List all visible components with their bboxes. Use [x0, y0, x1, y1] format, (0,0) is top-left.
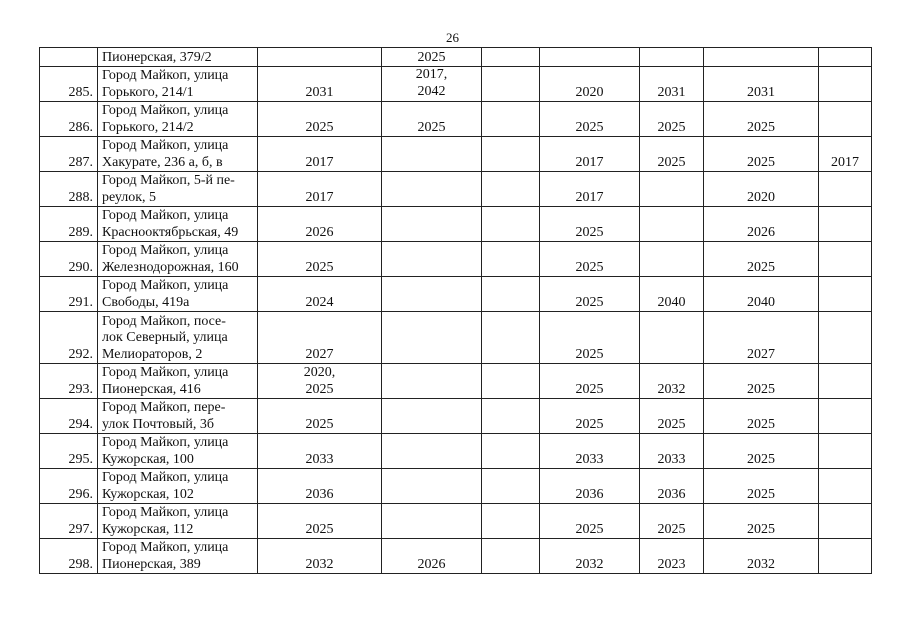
address-line: лок Северный, улица [102, 330, 228, 345]
year-cell [382, 399, 482, 434]
year-cell [382, 434, 482, 469]
empty-cell [482, 67, 540, 102]
row-number-cell: 289. [40, 207, 98, 242]
year-cell [382, 102, 482, 137]
address-line: Кужорская, 100 [102, 451, 194, 467]
year-line: 2026 [417, 556, 446, 572]
empty-cell [482, 504, 540, 539]
year-cell: 2025 [258, 102, 382, 137]
address-cell [98, 504, 258, 539]
address-line: Город Майкоп, улица [102, 435, 229, 450]
year-cell: 2036 [540, 469, 640, 504]
address-cell [98, 469, 258, 504]
year-cell: 2025 [258, 504, 382, 539]
address-cell [98, 312, 258, 364]
row-number-cell: 297. [40, 504, 98, 539]
year-cell [819, 399, 872, 434]
continuation-row [40, 48, 872, 67]
year-cell: 2032 [258, 539, 382, 574]
address-line: Город Майкоп, улица [102, 365, 229, 380]
address-line: Свободы, 419а [102, 294, 190, 310]
year-cell: 2033 [258, 434, 382, 469]
year-cell: 2027 [704, 312, 819, 364]
year-cell [382, 207, 482, 242]
address-line: Город Майкоп, пере- [102, 400, 226, 415]
year-cell: 2017 [258, 137, 382, 172]
year-cell: 2025 [258, 399, 382, 434]
page-number: 26 [446, 30, 459, 45]
address-line: Хакурате, 236 а, б, в [102, 154, 223, 170]
year-cell [640, 207, 704, 242]
address-line: Город Майкоп, улица [102, 138, 229, 153]
table-row [40, 539, 872, 574]
year-cell [819, 242, 872, 277]
empty-cell [482, 312, 540, 364]
empty-cell [482, 364, 540, 399]
year-cell: 2020 [540, 67, 640, 102]
empty-cell [482, 399, 540, 434]
year-cell: 2025 [540, 102, 640, 137]
year-cell [819, 102, 872, 137]
year-cell: 2032 [704, 539, 819, 574]
empty-cell [482, 469, 540, 504]
year-cell: 2040 [640, 277, 704, 312]
address-cell [98, 539, 258, 574]
year-cell: 2025 [704, 469, 819, 504]
address-line: Мелиораторов, 2 [102, 346, 203, 362]
address-line: Город Майкоп, посе- [102, 313, 226, 329]
year-cell: 2031 [704, 67, 819, 102]
year-cell: 2032 [640, 364, 704, 399]
year-cell [819, 207, 872, 242]
year-cell: 2025 [704, 137, 819, 172]
row-number-cell: 296. [40, 469, 98, 504]
table-row [40, 137, 872, 172]
address-line: Город Майкоп, улица [102, 540, 229, 555]
year-cell [819, 504, 872, 539]
empty-cell [482, 172, 540, 207]
year-cell [704, 48, 819, 67]
address-line: Пионерская, 389 [102, 556, 201, 572]
empty-cell [482, 434, 540, 469]
year-cell: 2017 [540, 137, 640, 172]
year-cell: 2025 [640, 399, 704, 434]
row-number-cell: 291. [40, 277, 98, 312]
year-cell: 2017 [819, 137, 872, 172]
year-cell [382, 137, 482, 172]
year-cell: 2025 [540, 312, 640, 364]
year-cell: 2020, 2025 [258, 364, 382, 399]
year-cell: 2025 [704, 102, 819, 137]
year-cell [819, 48, 872, 67]
year-cell: 2024 [258, 277, 382, 312]
year-cell [382, 242, 482, 277]
empty-cell [482, 207, 540, 242]
address-cell [98, 67, 258, 102]
row-number-cell: 290. [40, 242, 98, 277]
year-cell: 2025 [640, 504, 704, 539]
year-cell [640, 312, 704, 364]
year-cell [640, 242, 704, 277]
year-cell: 2040 [704, 277, 819, 312]
year-cell [382, 539, 482, 574]
year-cell [819, 67, 872, 102]
year-cell: 2025 [540, 504, 640, 539]
table-row [40, 207, 872, 242]
row-number-cell: 287. [40, 137, 98, 172]
table-row [40, 242, 872, 277]
table-row [40, 102, 872, 137]
empty-cell [482, 277, 540, 312]
table-row [40, 504, 872, 539]
empty-cell [482, 137, 540, 172]
year-cell: 2025 [704, 504, 819, 539]
year-cell: 2017 [540, 172, 640, 207]
address-line: Город Майкоп, улица [102, 68, 229, 83]
empty-cell [482, 102, 540, 137]
year-cell [819, 434, 872, 469]
address-line: улок Почтовый, 3б [102, 416, 215, 432]
year-cell: 2026 [258, 207, 382, 242]
year-cell: 2017 [258, 172, 382, 207]
year-cell: 2031 [640, 67, 704, 102]
year-cell: 2025 [704, 434, 819, 469]
address-line: Краснооктябрьская, 49 [102, 224, 239, 240]
year-cell [540, 48, 640, 67]
table-row [40, 277, 872, 312]
year-cell: 2025 [640, 137, 704, 172]
year-cell: 2036 [640, 469, 704, 504]
year-cell: 2033 [540, 434, 640, 469]
address-cell [98, 434, 258, 469]
table-row [40, 434, 872, 469]
year-cell: 2025 [540, 277, 640, 312]
table-row [40, 364, 872, 399]
table-row [40, 312, 872, 364]
year-cell: 2032 [540, 539, 640, 574]
row-number-cell: 292. [40, 312, 98, 364]
year-cell: 2036 [258, 469, 382, 504]
year-cell: 2025 [540, 399, 640, 434]
year-line: 2025 [417, 119, 446, 135]
address-line: Пионерская, 416 [102, 381, 201, 397]
row-number-cell: 286. [40, 102, 98, 137]
year-cell [640, 172, 704, 207]
table-row [40, 172, 872, 207]
address-cell [98, 399, 258, 434]
address-line: Город Майкоп, улица [102, 243, 229, 258]
empty-cell [482, 539, 540, 574]
year-cell: 2025 [640, 102, 704, 137]
year-cell: 2026 [704, 207, 819, 242]
year-cell: 2023 [640, 539, 704, 574]
address-cell [98, 172, 258, 207]
address-line: Горького, 214/2 [102, 119, 194, 135]
year-cell [258, 48, 382, 67]
year-cell [382, 172, 482, 207]
year-cell: 2025 [258, 242, 382, 277]
row-number-cell: 285. [40, 67, 98, 102]
table-row [40, 399, 872, 434]
address-cell [98, 102, 258, 137]
address-line: Город Майкоп, улица [102, 505, 229, 520]
address-cell [98, 137, 258, 172]
year-cell [382, 364, 482, 399]
year-cell: 2025 [540, 207, 640, 242]
year-cell [382, 277, 482, 312]
year-cell [819, 364, 872, 399]
address-line: Город Майкоп, улица [102, 103, 229, 118]
address-line: Город Майкоп, 5-й пе- [102, 173, 235, 188]
year-line: 2042 [417, 83, 446, 99]
address-line: Кужорская, 102 [102, 486, 194, 502]
table-row [40, 67, 872, 102]
address-line: Железнодорожная, 160 [102, 259, 239, 275]
year-cell: 2025 [704, 242, 819, 277]
year-cell: 2031 [258, 67, 382, 102]
document-table [39, 47, 872, 574]
year-cell: 2025 [382, 48, 482, 67]
year-cell [819, 469, 872, 504]
year-cell [640, 48, 704, 67]
year-cell [819, 277, 872, 312]
year-cell: 2025 [704, 364, 819, 399]
address-line: Кужорская, 112 [102, 521, 194, 537]
year-cell [382, 67, 482, 102]
address-cell [98, 277, 258, 312]
year-cell [819, 539, 872, 574]
address-line: реулок, 5 [102, 189, 157, 205]
address-cell [98, 364, 258, 399]
address-line: Город Майкоп, улица [102, 208, 229, 223]
year-cell [819, 312, 872, 364]
address-cell [98, 242, 258, 277]
year-cell: 2025 [540, 364, 640, 399]
year-cell [382, 469, 482, 504]
year-cell: 2033 [640, 434, 704, 469]
year-cell: 2020 [704, 172, 819, 207]
table-row [40, 469, 872, 504]
year-cell [819, 172, 872, 207]
address-cell: Пионерская, 379/2 [98, 48, 258, 67]
year-cell [382, 504, 482, 539]
row-number-cell: 295. [40, 434, 98, 469]
row-number-cell [40, 48, 98, 67]
year-line: 2017, [415, 67, 448, 82]
address-line: Горького, 214/1 [102, 84, 194, 100]
address-cell [98, 207, 258, 242]
year-cell: 2027 [258, 312, 382, 364]
row-number-cell: 298. [40, 539, 98, 574]
row-number-cell: 293. [40, 364, 98, 399]
address-line: Город Майкоп, улица [102, 278, 229, 293]
row-number-cell: 288. [40, 172, 98, 207]
row-number-cell: 294. [40, 399, 98, 434]
year-cell [382, 312, 482, 364]
address-line: Город Майкоп, улица [102, 470, 229, 485]
year-cell: 2025 [540, 242, 640, 277]
year-cell [482, 48, 540, 67]
empty-cell [482, 242, 540, 277]
year-cell: 2025 [704, 399, 819, 434]
